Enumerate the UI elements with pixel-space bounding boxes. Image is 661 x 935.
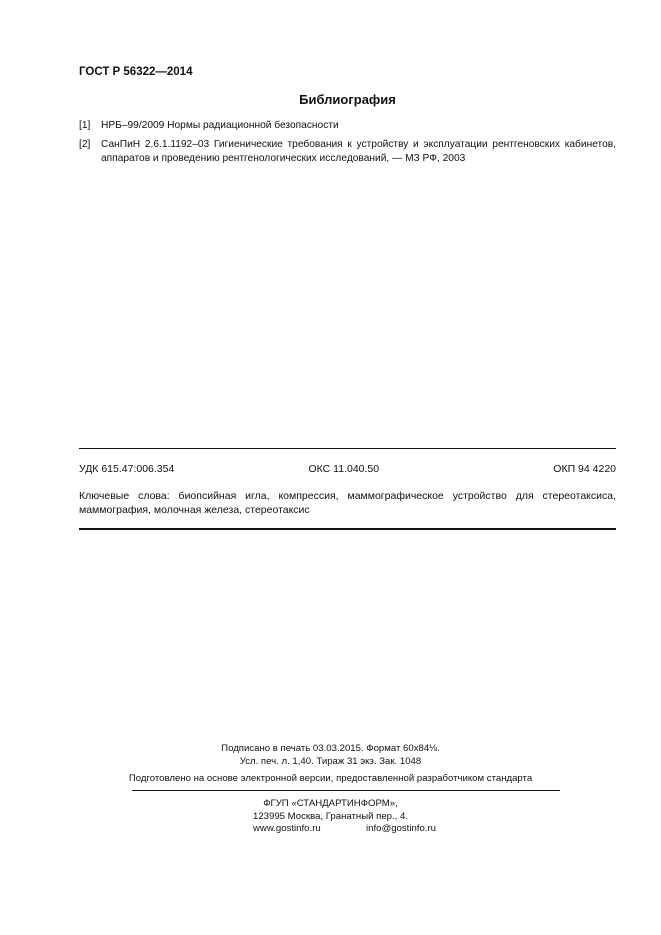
oks-code: ОКС 11.040.50	[308, 463, 380, 475]
bibliography-item-text: НРБ–99/2009 Нормы радиационной безопасности	[101, 120, 339, 131]
publisher-email: info@gostinfo.ru	[366, 823, 437, 834]
bibliography-item-number: [2]	[79, 139, 91, 150]
divider-bottom	[79, 528, 616, 530]
bibliography-item-number: [1]	[79, 120, 91, 131]
udk-code: УДК 615.47:006.354	[79, 463, 175, 475]
publisher-name: ФГУП «СТАНДАРТИНФОРМ»,	[263, 798, 398, 809]
publisher-address: 123995 Москва, Гранатный пер., 4.	[253, 811, 408, 822]
imprint-divider	[132, 790, 560, 791]
publisher-website: www.gostinfo.ru	[253, 823, 321, 834]
okp-code: ОКП 94 4220	[553, 463, 616, 475]
imprint-signed: Подписано в печать 03.03.2015. Формат 60х84⅛.	[221, 743, 440, 754]
divider-top	[79, 448, 616, 449]
classification-codes	[79, 463, 616, 475]
keywords: Ключевые слова: биопсийная игла, компрессия, маммографическое устройство для стереотаксиса, маммография, молочная железа, стереотаксис	[79, 490, 616, 516]
bibliography-item-text: СанПиН 2.6.1.1192–03 Гигиенические требования к устройству и эксплуатации рентгеновских кабинетов, аппаратов и проведению рентгенологических исследований, — МЗ РФ, 2003	[101, 139, 616, 164]
bibliography-item	[79, 119, 616, 133]
standard-number: ГОСТ Р 56322—2014	[79, 66, 193, 78]
imprint-prepared: Подготовлено на основе электронной версии, предоставленной разработчиком стандарта	[128, 773, 533, 784]
bibliography-title: Библиография	[299, 92, 396, 107]
bibliography-item	[79, 138, 616, 165]
imprint-print-info: Усл. печ. л. 1,40. Тираж 31 экз. Зак. 1048	[239, 756, 422, 767]
